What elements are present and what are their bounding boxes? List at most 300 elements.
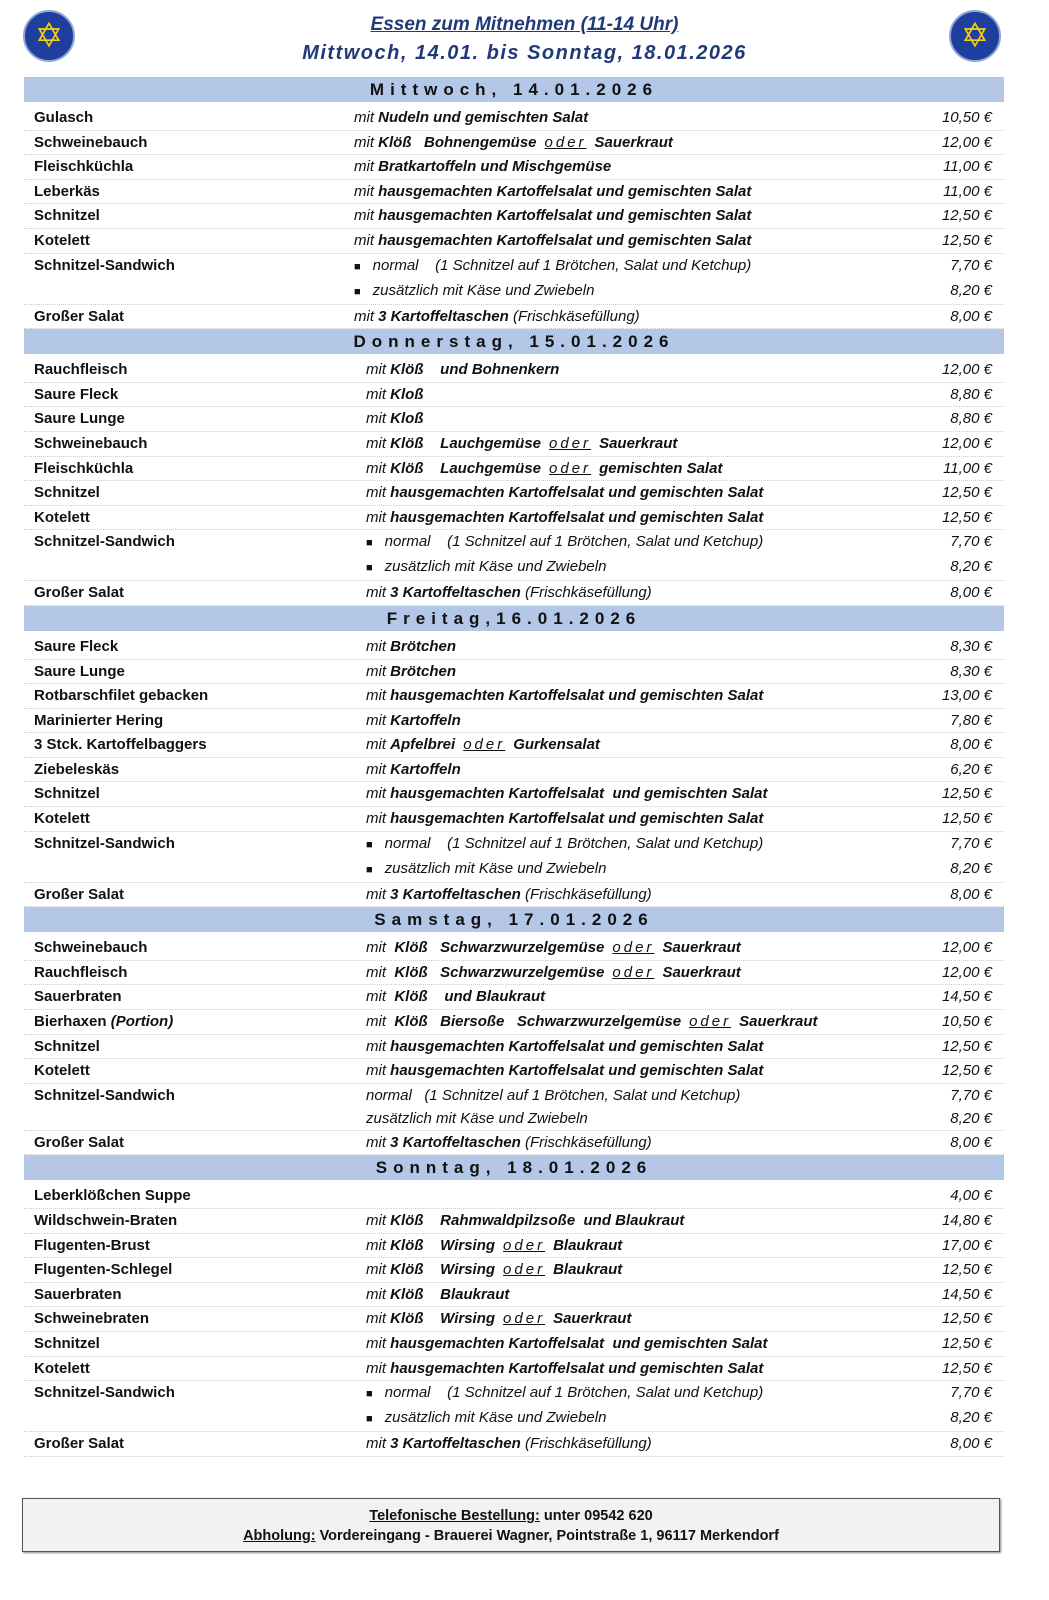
item-line bbox=[344, 961, 1004, 984]
description-segment: mit bbox=[366, 1133, 391, 1151]
description-segment: mit bbox=[366, 1212, 391, 1229]
item-lines bbox=[344, 204, 1004, 227]
description-segment: mit bbox=[366, 459, 391, 477]
item-lines bbox=[344, 961, 1004, 984]
item-lines bbox=[344, 709, 1004, 732]
menu-item bbox=[24, 180, 1004, 205]
description-segment: mit bbox=[366, 939, 395, 957]
item-line bbox=[344, 1307, 1004, 1330]
item-lines bbox=[344, 1307, 1004, 1330]
item-description bbox=[344, 985, 902, 1008]
menu-item bbox=[24, 635, 1004, 660]
item-line bbox=[344, 229, 1004, 252]
item-name bbox=[24, 1059, 344, 1083]
menu-item bbox=[24, 782, 1004, 807]
item-price: 7,70 € bbox=[950, 834, 992, 852]
description-segment: mit bbox=[354, 133, 379, 151]
or-text: oder bbox=[503, 1236, 546, 1254]
item-line bbox=[344, 407, 1004, 430]
item-name-text: Schnitzel-Sandwich bbox=[34, 256, 175, 274]
item-name bbox=[24, 581, 344, 605]
item-lines bbox=[344, 1332, 1004, 1355]
menu-item bbox=[24, 1209, 1004, 1234]
item-name-text: Großer Salat bbox=[34, 1133, 125, 1151]
item-lines bbox=[344, 457, 1004, 480]
menu-item bbox=[24, 1283, 1004, 1308]
description-segment: Klöß Biersoße Schwarzwurzelgemüse bbox=[394, 1013, 682, 1031]
item-lines bbox=[344, 883, 1004, 906]
description-segment: Sauerkraut bbox=[594, 133, 673, 151]
description-segment: 3 Kartoffeltaschen bbox=[390, 1435, 521, 1453]
item-price: 12,50 € bbox=[941, 810, 992, 828]
description-segment: normal (1 Schnitzel auf 1 Brötchen, Salat und Ketchup) bbox=[372, 256, 752, 274]
item-description bbox=[344, 782, 902, 805]
item-line bbox=[344, 1381, 1004, 1406]
description-segment: 3 Kartoffeltaschen bbox=[390, 1133, 521, 1151]
item-description bbox=[344, 684, 902, 707]
description-segment: Sauerkraut bbox=[662, 963, 741, 981]
item-description bbox=[344, 660, 902, 683]
item-description bbox=[344, 1307, 902, 1330]
item-line bbox=[344, 106, 1004, 129]
menu-item bbox=[24, 883, 1004, 908]
description-segment: Sauerkraut bbox=[599, 434, 678, 452]
description-segment: mit bbox=[366, 760, 391, 778]
item-lines bbox=[344, 1059, 1004, 1082]
description-segment: mit bbox=[366, 434, 391, 452]
description-segment: Klöß Wirsing bbox=[390, 1236, 496, 1254]
description-segment: Klöß und Bohnenkern bbox=[390, 361, 560, 379]
menu-item bbox=[24, 155, 1004, 180]
item-price: 8,00 € bbox=[950, 584, 992, 602]
item-description bbox=[344, 1184, 902, 1207]
item-price: 6,20 € bbox=[950, 760, 992, 778]
item-name bbox=[24, 1234, 344, 1258]
item-name-text: Kotelett bbox=[34, 810, 90, 828]
item-name-text: Schnitzel-Sandwich bbox=[34, 1384, 175, 1402]
item-description bbox=[344, 1381, 902, 1406]
item-price: 17,00 € bbox=[941, 1236, 992, 1254]
menu-item bbox=[24, 1131, 1004, 1156]
item-description bbox=[344, 1283, 902, 1306]
day-section bbox=[24, 606, 1004, 907]
item-price: 8,20 € bbox=[950, 281, 992, 299]
item-line bbox=[344, 581, 1004, 604]
description-segment: hausgemachten Kartoffelsalat und gemischten Salat bbox=[390, 687, 764, 705]
item-line bbox=[344, 204, 1004, 227]
item-name-text: Großer Salat bbox=[34, 584, 125, 602]
item-name-text: Schweinebauch bbox=[34, 939, 148, 957]
item-price: 11,00 € bbox=[943, 459, 992, 477]
item-lines bbox=[344, 106, 1004, 129]
item-line bbox=[344, 457, 1004, 480]
description-segment: mit bbox=[366, 1013, 395, 1031]
description-segment: mit bbox=[354, 231, 379, 249]
item-lines bbox=[344, 155, 1004, 178]
menu-item bbox=[24, 807, 1004, 832]
item-name bbox=[24, 1035, 344, 1059]
description-segment: mit bbox=[366, 810, 391, 828]
item-name bbox=[24, 758, 344, 782]
description-segment: Klöß Schwarzwurzelgemüse bbox=[394, 939, 605, 957]
item-name bbox=[24, 985, 344, 1009]
item-name-text: Saure Lunge bbox=[34, 410, 125, 428]
item-name bbox=[24, 1283, 344, 1307]
description-segment: mit bbox=[366, 1435, 391, 1453]
item-description bbox=[344, 1107, 902, 1130]
bullet-icon: ■ bbox=[366, 838, 373, 851]
item-description bbox=[344, 481, 902, 504]
item-lines bbox=[344, 358, 1004, 381]
item-name-text: Sauerbraten bbox=[34, 1285, 122, 1303]
item-name-text: Großer Salat bbox=[34, 1435, 125, 1453]
item-price: 8,00 € bbox=[950, 1435, 992, 1453]
item-line bbox=[344, 279, 1004, 304]
menu-item bbox=[24, 481, 1004, 506]
item-name bbox=[24, 358, 344, 382]
item-price: 11,00 € bbox=[943, 158, 992, 176]
item-price: 12,50 € bbox=[941, 508, 992, 526]
day-header: Sonntag, 18.01.2026 bbox=[24, 1155, 1004, 1180]
description-segment: mit bbox=[354, 109, 379, 126]
description-segment: mit bbox=[366, 1236, 391, 1254]
item-name-text: Schnitzel-Sandwich bbox=[34, 834, 175, 852]
item-name-text: Schnitzel bbox=[34, 207, 100, 225]
description-segment: Klöß Bohnengemüse bbox=[378, 133, 537, 151]
description-segment: mit bbox=[366, 1261, 391, 1279]
description-segment: zusätzlich mit Käse und Zwiebeln bbox=[384, 859, 607, 877]
item-line bbox=[344, 1432, 1004, 1455]
description-segment: Kloß bbox=[390, 410, 424, 428]
bullet-icon: ■ bbox=[366, 1413, 373, 1426]
item-description bbox=[344, 407, 902, 430]
or-text: oder bbox=[689, 1013, 732, 1031]
item-name-text: Saure Lunge bbox=[34, 662, 125, 680]
description-segment: zusätzlich mit Käse und Zwiebeln bbox=[366, 1109, 588, 1127]
item-description bbox=[344, 180, 902, 203]
item-name bbox=[24, 1184, 344, 1208]
item-description bbox=[344, 432, 902, 455]
item-line bbox=[344, 635, 1004, 658]
item-lines bbox=[344, 807, 1004, 830]
item-description bbox=[344, 1131, 902, 1154]
item-name-text: 3 Stck. Kartoffelbaggers bbox=[34, 736, 207, 754]
description-segment: Brötchen bbox=[390, 637, 457, 655]
menu-item bbox=[24, 684, 1004, 709]
item-line bbox=[344, 530, 1004, 555]
item-line bbox=[344, 936, 1004, 959]
day-header: Mittwoch, 14.01.2026 bbox=[24, 77, 1004, 102]
item-description bbox=[344, 883, 902, 906]
description-segment: Blaukraut bbox=[553, 1236, 623, 1254]
item-description bbox=[344, 581, 902, 604]
item-name bbox=[24, 832, 344, 856]
item-name-text: Wildschwein-Braten bbox=[34, 1212, 178, 1229]
item-name bbox=[24, 481, 344, 505]
item-lines bbox=[344, 985, 1004, 1008]
description-segment: hausgemachten Kartoffelsalat und gemischten Salat bbox=[390, 484, 764, 502]
menu-item bbox=[24, 1084, 1004, 1131]
item-name bbox=[24, 936, 344, 960]
day-header: Samstag, 17.01.2026 bbox=[24, 907, 1004, 932]
menu-item bbox=[24, 254, 1004, 305]
description-segment: Klöß Wirsing bbox=[390, 1310, 496, 1328]
description-segment: hausgemachten Kartoffelsalat und gemischten Salat bbox=[378, 231, 752, 249]
description-segment: Sauerkraut bbox=[553, 1310, 632, 1328]
item-price: 7,80 € bbox=[950, 711, 992, 729]
item-price: 7,70 € bbox=[950, 1086, 992, 1104]
item-description bbox=[344, 758, 902, 781]
description-segment: normal (1 Schnitzel auf 1 Brötchen, Salat und Ketchup) bbox=[366, 1086, 741, 1104]
item-name bbox=[24, 782, 344, 806]
description-segment: mit bbox=[354, 307, 379, 325]
description-segment: mit bbox=[366, 736, 391, 754]
item-description bbox=[344, 204, 902, 227]
item-name bbox=[24, 684, 344, 708]
menu-item bbox=[24, 1234, 1004, 1259]
description-segment: mit bbox=[366, 885, 391, 903]
item-line bbox=[344, 985, 1004, 1008]
item-line bbox=[344, 555, 1004, 580]
item-lines bbox=[344, 1381, 1004, 1431]
menu-item bbox=[24, 358, 1004, 383]
day-section bbox=[24, 329, 1004, 606]
item-lines bbox=[344, 733, 1004, 756]
item-line bbox=[344, 1332, 1004, 1355]
item-name bbox=[24, 660, 344, 684]
item-name-text: Schnitzel bbox=[34, 1334, 100, 1352]
menu-list bbox=[24, 77, 1004, 1457]
item-name bbox=[24, 432, 344, 456]
item-line bbox=[344, 1283, 1004, 1306]
or-text: oder bbox=[463, 736, 506, 754]
description-segment: zusätzlich mit Käse und Zwiebeln bbox=[372, 281, 595, 299]
item-description bbox=[344, 1209, 902, 1232]
description-segment: mit bbox=[354, 158, 379, 176]
item-line bbox=[344, 481, 1004, 504]
description-segment: Klöß Rahmwaldpilzsoße und Blaukraut bbox=[390, 1212, 685, 1229]
item-line bbox=[344, 733, 1004, 756]
item-name-text: Flugenten-Brust bbox=[34, 1236, 150, 1254]
item-price: 12,00 € bbox=[941, 939, 992, 957]
item-line bbox=[344, 1131, 1004, 1154]
item-description bbox=[344, 733, 902, 756]
phone-label: Telefonische Bestellung: bbox=[369, 1508, 540, 1524]
menu-item bbox=[24, 204, 1004, 229]
item-price: 12,50 € bbox=[941, 1334, 992, 1352]
item-price: 8,20 € bbox=[950, 1409, 992, 1427]
item-name bbox=[24, 1381, 344, 1405]
item-name-text: Saure Fleck bbox=[34, 637, 119, 655]
item-lines bbox=[344, 407, 1004, 430]
menu-item bbox=[24, 506, 1004, 531]
item-name-text: Schnitzel bbox=[34, 1037, 100, 1055]
item-price: 12,00 € bbox=[941, 361, 992, 379]
menu-item bbox=[24, 660, 1004, 685]
menu-item bbox=[24, 383, 1004, 408]
item-line bbox=[344, 758, 1004, 781]
item-lines bbox=[344, 1035, 1004, 1058]
item-description bbox=[344, 1059, 902, 1082]
description-segment: hausgemachten Kartoffelsalat und gemischten Salat bbox=[390, 810, 764, 828]
menu-item bbox=[24, 1432, 1004, 1457]
description-segment: Klöß Wirsing bbox=[390, 1261, 496, 1279]
page-title: Essen zum Mitnehmen (11-14 Uhr) bbox=[370, 14, 679, 35]
item-price: 7,70 € bbox=[950, 1384, 992, 1402]
item-line bbox=[344, 1406, 1004, 1431]
item-description bbox=[344, 254, 902, 279]
item-line bbox=[344, 131, 1004, 154]
menu-item bbox=[24, 961, 1004, 986]
menu-item bbox=[24, 832, 1004, 883]
item-lines bbox=[344, 635, 1004, 658]
item-price: 11,00 € bbox=[943, 182, 992, 200]
item-lines bbox=[344, 1258, 1004, 1281]
description-segment: 3 Kartoffeltaschen bbox=[378, 307, 509, 325]
description-segment: Klöß Schwarzwurzelgemüse bbox=[394, 963, 605, 981]
date-range: Mittwoch, 14.01. bis Sonntag, 18.01.2026 bbox=[302, 42, 747, 64]
description-segment: mit bbox=[366, 785, 391, 803]
item-name bbox=[24, 204, 344, 228]
item-name bbox=[24, 1307, 344, 1331]
bullet-icon: ■ bbox=[354, 285, 361, 298]
description-segment: 3 Kartoffeltaschen bbox=[390, 885, 521, 903]
item-name-text: Fleischküchla bbox=[34, 158, 134, 176]
item-name bbox=[24, 1357, 344, 1381]
menu-item bbox=[24, 733, 1004, 758]
item-lines bbox=[344, 180, 1004, 203]
menu-item bbox=[24, 432, 1004, 457]
item-name bbox=[24, 733, 344, 757]
item-description bbox=[344, 807, 902, 830]
item-lines bbox=[344, 229, 1004, 252]
description-segment: hausgemachten Kartoffelsalat und gemischten Salat bbox=[390, 508, 764, 526]
item-name bbox=[24, 530, 344, 554]
item-description bbox=[344, 635, 902, 658]
item-lines bbox=[344, 581, 1004, 604]
description-segment: hausgemachten Kartoffelsalat und gemischten Salat bbox=[390, 1334, 768, 1352]
item-price: 7,70 € bbox=[950, 533, 992, 551]
item-description bbox=[344, 457, 902, 480]
item-name bbox=[24, 1432, 344, 1456]
day-section bbox=[24, 1155, 1004, 1456]
menu-item bbox=[24, 1357, 1004, 1382]
item-price: 8,00 € bbox=[950, 736, 992, 754]
item-name bbox=[24, 254, 344, 278]
day-header: Freitag,16.01.2026 bbox=[24, 606, 1004, 631]
bullet-icon: ■ bbox=[366, 863, 373, 876]
description-segment: mit bbox=[366, 711, 391, 729]
item-price: 8,30 € bbox=[950, 637, 992, 655]
item-name bbox=[24, 457, 344, 481]
item-line bbox=[344, 709, 1004, 732]
item-line bbox=[344, 1357, 1004, 1380]
star-icon: ✡ bbox=[960, 17, 990, 55]
menu-item bbox=[24, 758, 1004, 783]
item-price: 8,20 € bbox=[950, 1109, 992, 1127]
description-segment: (Frischkäsefüllung) bbox=[520, 885, 652, 903]
item-price: 12,50 € bbox=[941, 1359, 992, 1377]
description-segment: Sauerkraut bbox=[662, 939, 741, 957]
item-name-text: Kotelett bbox=[34, 508, 90, 526]
description-segment: Klöß Blaukraut bbox=[390, 1285, 510, 1303]
item-line bbox=[344, 1107, 1004, 1130]
pickup-text: Vordereingang - Brauerei Wagner, Pointstraße 1, 96117 Merkendorf bbox=[315, 1528, 779, 1544]
item-description bbox=[344, 936, 902, 959]
item-description bbox=[344, 358, 902, 381]
item-name-text: Kotelett bbox=[34, 1359, 90, 1377]
item-description bbox=[344, 1084, 902, 1107]
item-description bbox=[344, 155, 902, 178]
item-price: 10,50 € bbox=[941, 109, 992, 126]
bullet-icon: ■ bbox=[366, 537, 373, 550]
or-text: oder bbox=[544, 133, 587, 151]
item-price: 12,50 € bbox=[941, 1037, 992, 1055]
day-section bbox=[24, 77, 1004, 329]
item-name-text: Ziebeleskäs bbox=[34, 760, 120, 778]
item-line bbox=[344, 432, 1004, 455]
description-segment: mit bbox=[366, 1334, 391, 1352]
item-name-text: Schweinebauch bbox=[34, 434, 148, 452]
item-name-text: Schnitzel bbox=[34, 785, 100, 803]
item-lines bbox=[344, 506, 1004, 529]
description-segment: Brötchen bbox=[390, 662, 457, 680]
description-segment: mit bbox=[366, 1359, 391, 1377]
item-line bbox=[344, 857, 1004, 882]
item-lines bbox=[344, 131, 1004, 154]
menu-item bbox=[24, 131, 1004, 156]
description-segment: mit bbox=[366, 410, 391, 428]
description-segment: Klöß Lauchgemüse bbox=[390, 434, 542, 452]
description-segment: hausgemachten Kartoffelsalat und gemischten Salat bbox=[390, 1037, 764, 1055]
item-name bbox=[24, 229, 344, 253]
description-segment: Klöß Lauchgemüse bbox=[390, 459, 542, 477]
item-lines bbox=[344, 936, 1004, 959]
description-segment: mit bbox=[366, 662, 391, 680]
item-name bbox=[24, 883, 344, 907]
item-lines bbox=[344, 254, 1004, 304]
item-price: 14,50 € bbox=[941, 1285, 992, 1303]
description-segment: mit bbox=[366, 484, 391, 502]
item-description bbox=[344, 832, 902, 857]
menu-item bbox=[24, 1035, 1004, 1060]
item-price: 8,00 € bbox=[950, 1133, 992, 1151]
description-segment: (Frischkäsefüllung) bbox=[508, 307, 640, 325]
item-description bbox=[344, 555, 902, 580]
item-price: 12,00 € bbox=[941, 133, 992, 151]
description-segment: gemischten Salat bbox=[599, 459, 723, 477]
description-segment: mit bbox=[366, 361, 391, 379]
description-segment: mit bbox=[366, 1062, 391, 1080]
item-line bbox=[344, 1258, 1004, 1281]
item-lines bbox=[344, 530, 1004, 580]
item-line bbox=[344, 1234, 1004, 1257]
item-line bbox=[344, 180, 1004, 203]
item-name-text: Rauchfleisch bbox=[34, 361, 128, 379]
description-segment: hausgemachten Kartoffelsalat und gemischten Salat bbox=[390, 1359, 764, 1377]
item-description bbox=[344, 709, 902, 732]
item-name bbox=[24, 1131, 344, 1155]
item-price: 8,80 € bbox=[950, 410, 992, 428]
item-lines bbox=[344, 1184, 1004, 1207]
item-description bbox=[344, 1357, 902, 1380]
description-segment: Kartoffeln bbox=[390, 760, 461, 778]
description-segment: mit bbox=[366, 1285, 391, 1303]
menu-item bbox=[24, 936, 1004, 961]
menu-item bbox=[24, 530, 1004, 581]
item-description bbox=[344, 1432, 902, 1455]
menu-item bbox=[24, 1307, 1004, 1332]
